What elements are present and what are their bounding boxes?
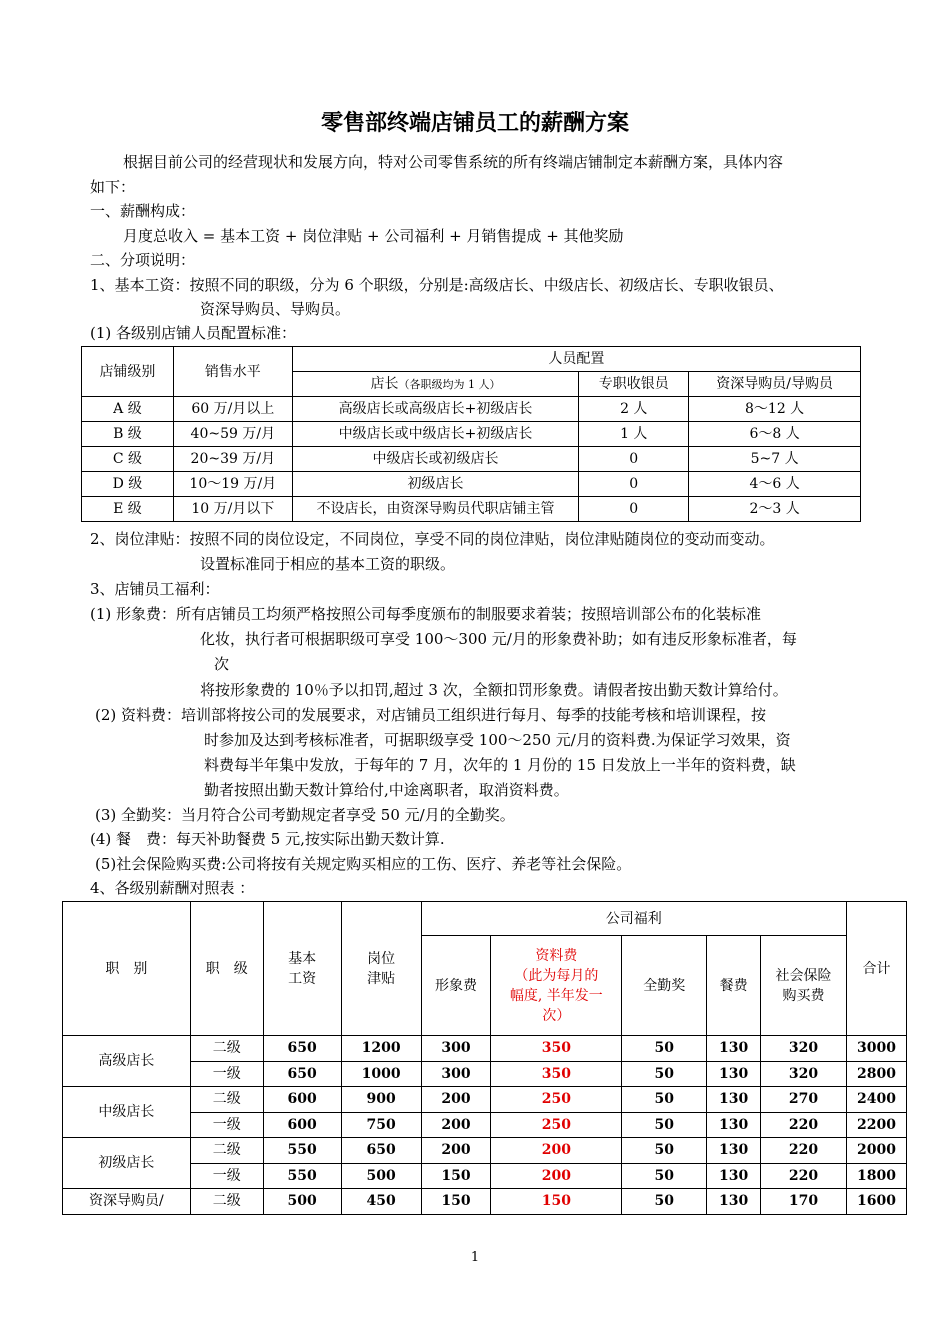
header-total: 合计 (846, 902, 906, 1036)
header-insurance-fee: 社会保险 购买费 (761, 936, 847, 1036)
header-post-allowance: 岗位 津贴 (341, 902, 421, 1036)
image-fee-line-1: (1) 形象费：所有店铺员工均须严格按照公司每季度颁布的制服要求着装；按照培训部公布的化装标准 (90, 605, 762, 623)
cell-grade: 二级 (190, 1087, 263, 1113)
cell-cashier: 1 人 (579, 422, 689, 447)
cell-base: 600 (263, 1112, 341, 1138)
cell-level: E 级 (82, 497, 174, 522)
cell-meal: 130 (707, 1163, 761, 1189)
cell-attendance: 50 (622, 1112, 707, 1138)
cell-attendance: 50 (622, 1087, 707, 1113)
table-row (82, 472, 861, 497)
cell-allow: 1200 (341, 1036, 421, 1062)
cell-allow: 650 (341, 1138, 421, 1164)
cell-insurance: 170 (761, 1189, 847, 1215)
cell-total: 2000 (846, 1138, 906, 1164)
salary-table-caption: 4、各级别薪酬对照表 ： (90, 879, 255, 897)
cell-attendance: 50 (622, 1163, 707, 1189)
cell-level: D 级 (82, 472, 174, 497)
welfare-heading: 3、店铺员工福利： (90, 580, 220, 598)
cell-attendance: 50 (622, 1189, 707, 1215)
cell-image: 200 (421, 1138, 491, 1164)
header-grade: 职 级 (190, 902, 263, 1036)
header-material-fee: 资料费 （此为每月的 幅度, 半年发一 次） (491, 936, 622, 1036)
cell-grade: 二级 (190, 1189, 263, 1215)
header-meal-fee: 餐费 (707, 936, 761, 1036)
cell-material: 150 (491, 1189, 622, 1215)
cell-meal: 130 (707, 1087, 761, 1113)
section-2-heading: 二、分项说明： (90, 251, 196, 269)
header-guide: 资深导购员/导购员 (689, 372, 861, 397)
cell-insurance: 220 (761, 1112, 847, 1138)
base-salary-line-1: 1、基本工资：按照不同的职级，分为 6 个职级，分别是:高级店长、中级店长、初级店长、专职收银员、 (90, 276, 784, 294)
cell-total: 2400 (846, 1087, 906, 1113)
cell-material: 250 (491, 1112, 622, 1138)
table-row (82, 397, 861, 422)
cell-image: 300 (421, 1061, 491, 1087)
cell-grade: 一级 (190, 1061, 263, 1087)
cell-allow: 450 (341, 1189, 421, 1215)
cell-material: 350 (491, 1036, 622, 1062)
meal-allowance-line: (4) 餐 费：每天补助餐费 5 元,按实际出勤天数计算. (90, 830, 445, 848)
cell-sales: 40~59 万/月 (173, 422, 292, 447)
cell-manager: 中级店长或初级店长 (292, 447, 579, 472)
intro-line-2: 如下： (90, 178, 136, 196)
table-row (82, 497, 861, 522)
page-title: 零售部终端店铺员工的薪酬方案 (320, 110, 629, 136)
cell-grade: 一级 (190, 1112, 263, 1138)
cell-base: 650 (263, 1061, 341, 1087)
cell-attendance: 50 (622, 1061, 707, 1087)
cell-meal: 130 (707, 1138, 761, 1164)
cell-sales: 10 万/月以下 (173, 497, 292, 522)
cell-manager: 不设店长，由资深导购员代职店铺主管 (292, 497, 579, 522)
table-row (63, 1189, 907, 1215)
cell-total: 2800 (846, 1061, 906, 1087)
cell-image: 150 (421, 1189, 491, 1215)
image-fee-line-4: 将按形象费的 10％予以扣罚,超过 3 次，全额扣罚形象费。请假者按出勤天数计算给付。 (200, 681, 788, 699)
page-number: 1 (470, 1250, 480, 1265)
cell-cashier: 0 (579, 472, 689, 497)
header-sales-level: 销售水平 (173, 347, 292, 397)
table-row (82, 447, 861, 472)
table-row (63, 1138, 907, 1164)
cell-meal: 130 (707, 1036, 761, 1062)
cell-base: 500 (263, 1189, 341, 1215)
cell-meal: 130 (707, 1112, 761, 1138)
cell-insurance: 320 (761, 1036, 847, 1062)
cell-level: B 级 (82, 422, 174, 447)
cell-guide: 2～3 人 (689, 497, 861, 522)
section-1-heading: 一、薪酬构成： (90, 202, 196, 220)
allowance-line-2: 设置标准同于相应的基本工资的职级。 (200, 555, 456, 573)
cell-total: 1800 (846, 1163, 906, 1189)
cell-total: 3000 (846, 1036, 906, 1062)
cell-manager: 高级店长或高级店长+初级店长 (292, 397, 579, 422)
cell-position: 高级店长 (63, 1036, 191, 1087)
cell-base: 550 (263, 1138, 341, 1164)
cell-meal: 130 (707, 1061, 761, 1087)
table-row (63, 1087, 907, 1113)
cell-position: 中级店长 (63, 1087, 191, 1138)
staffing-table (81, 346, 861, 522)
cell-cashier: 0 (579, 447, 689, 472)
table-row (82, 422, 861, 447)
cell-level: C 级 (82, 447, 174, 472)
cell-allow: 500 (341, 1163, 421, 1189)
cell-allow: 900 (341, 1087, 421, 1113)
header-base-salary: 基本 工资 (263, 902, 341, 1036)
base-salary-line-2: 资深导购员、导购员。 (200, 300, 351, 318)
cell-manager: 初级店长 (292, 472, 579, 497)
insurance-line: (5)社会保险购买费:公司将按有关规定购买相应的工伤、医疗、养老等社会保险。 (95, 855, 632, 873)
staffing-table-caption: (1) 各级别店铺人员配置标准： (90, 324, 297, 342)
cell-base: 600 (263, 1087, 341, 1113)
header-cashier: 专职收银员 (579, 372, 689, 397)
header-position: 职 别 (63, 902, 191, 1036)
cell-guide: 6～8 人 (689, 422, 861, 447)
header-store-level: 店铺级别 (82, 347, 174, 397)
cell-attendance: 50 (622, 1138, 707, 1164)
cell-attendance: 50 (622, 1036, 707, 1062)
cell-image: 200 (421, 1112, 491, 1138)
image-fee-line-3: 次 (214, 655, 230, 673)
cell-material: 350 (491, 1061, 622, 1087)
intro-line-1: 根据目前公司的经营现状和发展方向，特对公司零售系统的所有终端店铺制定本薪酬方案，具体内容 (123, 153, 784, 171)
cell-image: 300 (421, 1036, 491, 1062)
header-image-fee: 形象费 (421, 936, 491, 1036)
cell-image: 200 (421, 1087, 491, 1113)
cell-material: 250 (491, 1087, 622, 1113)
cell-total: 2200 (846, 1112, 906, 1138)
cell-guide: 8～12 人 (689, 397, 861, 422)
cell-insurance: 270 (761, 1087, 847, 1113)
table-row (63, 1036, 907, 1062)
header-manager: 店长（各职级均为 1 人） (292, 372, 579, 397)
cell-sales: 10～19 万/月 (173, 472, 292, 497)
image-fee-line-2: 化妆，执行者可根据职级可享受 100～300 元/月的形象费补助；如有违反形象标准者，每 (200, 630, 797, 648)
cell-base: 650 (263, 1036, 341, 1062)
cell-position: 初级店长 (63, 1138, 191, 1189)
cell-guide: 4～6 人 (689, 472, 861, 497)
allowance-line-1: 2、岗位津贴：按照不同的岗位设定，不同岗位，享受不同的岗位津贴，岗位津贴随岗位的变动而变动。 (90, 530, 775, 548)
cell-grade: 二级 (190, 1036, 263, 1062)
attendance-bonus-line: (3) 全勤奖：当月符合公司考勤规定者享受 50 元/月的全勤奖。 (95, 806, 515, 824)
cell-material: 200 (491, 1138, 622, 1164)
cell-cashier: 0 (579, 497, 689, 522)
cell-level: A 级 (82, 397, 174, 422)
cell-manager: 中级店长或中级店长+初级店长 (292, 422, 579, 447)
header-staffing: 人员配置 (292, 347, 860, 372)
cell-image: 150 (421, 1163, 491, 1189)
salary-formula: 月度总收入 = 基本工资 + 岗位津贴 + 公司福利 + 月销售提成 + 其他奖励 (123, 227, 624, 245)
header-company-welfare: 公司福利 (421, 902, 846, 936)
cell-insurance: 220 (761, 1163, 847, 1189)
cell-meal: 130 (707, 1189, 761, 1215)
cell-cashier: 2 人 (579, 397, 689, 422)
material-fee-line-3: 料费每半年集中发放，于每年的 7 月，次年的 1 月份的 15 日发放上一半年的资料费，缺 (204, 756, 796, 774)
cell-base: 550 (263, 1163, 341, 1189)
material-fee-line-1: (2) 资料费：培训部将按公司的发展要求，对店铺员工组织进行每月、每季的技能考核和培训课程，按 (95, 706, 767, 724)
cell-material: 200 (491, 1163, 622, 1189)
cell-total: 1600 (846, 1189, 906, 1215)
cell-grade: 一级 (190, 1163, 263, 1189)
cell-sales: 60 万/月以上 (173, 397, 292, 422)
cell-insurance: 320 (761, 1061, 847, 1087)
cell-sales: 20~39 万/月 (173, 447, 292, 472)
cell-grade: 二级 (190, 1138, 263, 1164)
salary-table (62, 901, 907, 1215)
material-fee-line-4: 勤者按照出勤天数计算给付,中途离职者，取消资料费。 (204, 781, 569, 799)
cell-insurance: 220 (761, 1138, 847, 1164)
cell-position: 资深导购员/ (63, 1189, 191, 1215)
cell-guide: 5~7 人 (689, 447, 861, 472)
cell-allow: 1000 (341, 1061, 421, 1087)
header-attendance-bonus: 全勤奖 (622, 936, 707, 1036)
material-fee-line-2: 时参加及达到考核标准者，可据职级享受 100～250 元/月的资料费.为保证学习效果，资 (204, 731, 791, 749)
cell-allow: 750 (341, 1112, 421, 1138)
